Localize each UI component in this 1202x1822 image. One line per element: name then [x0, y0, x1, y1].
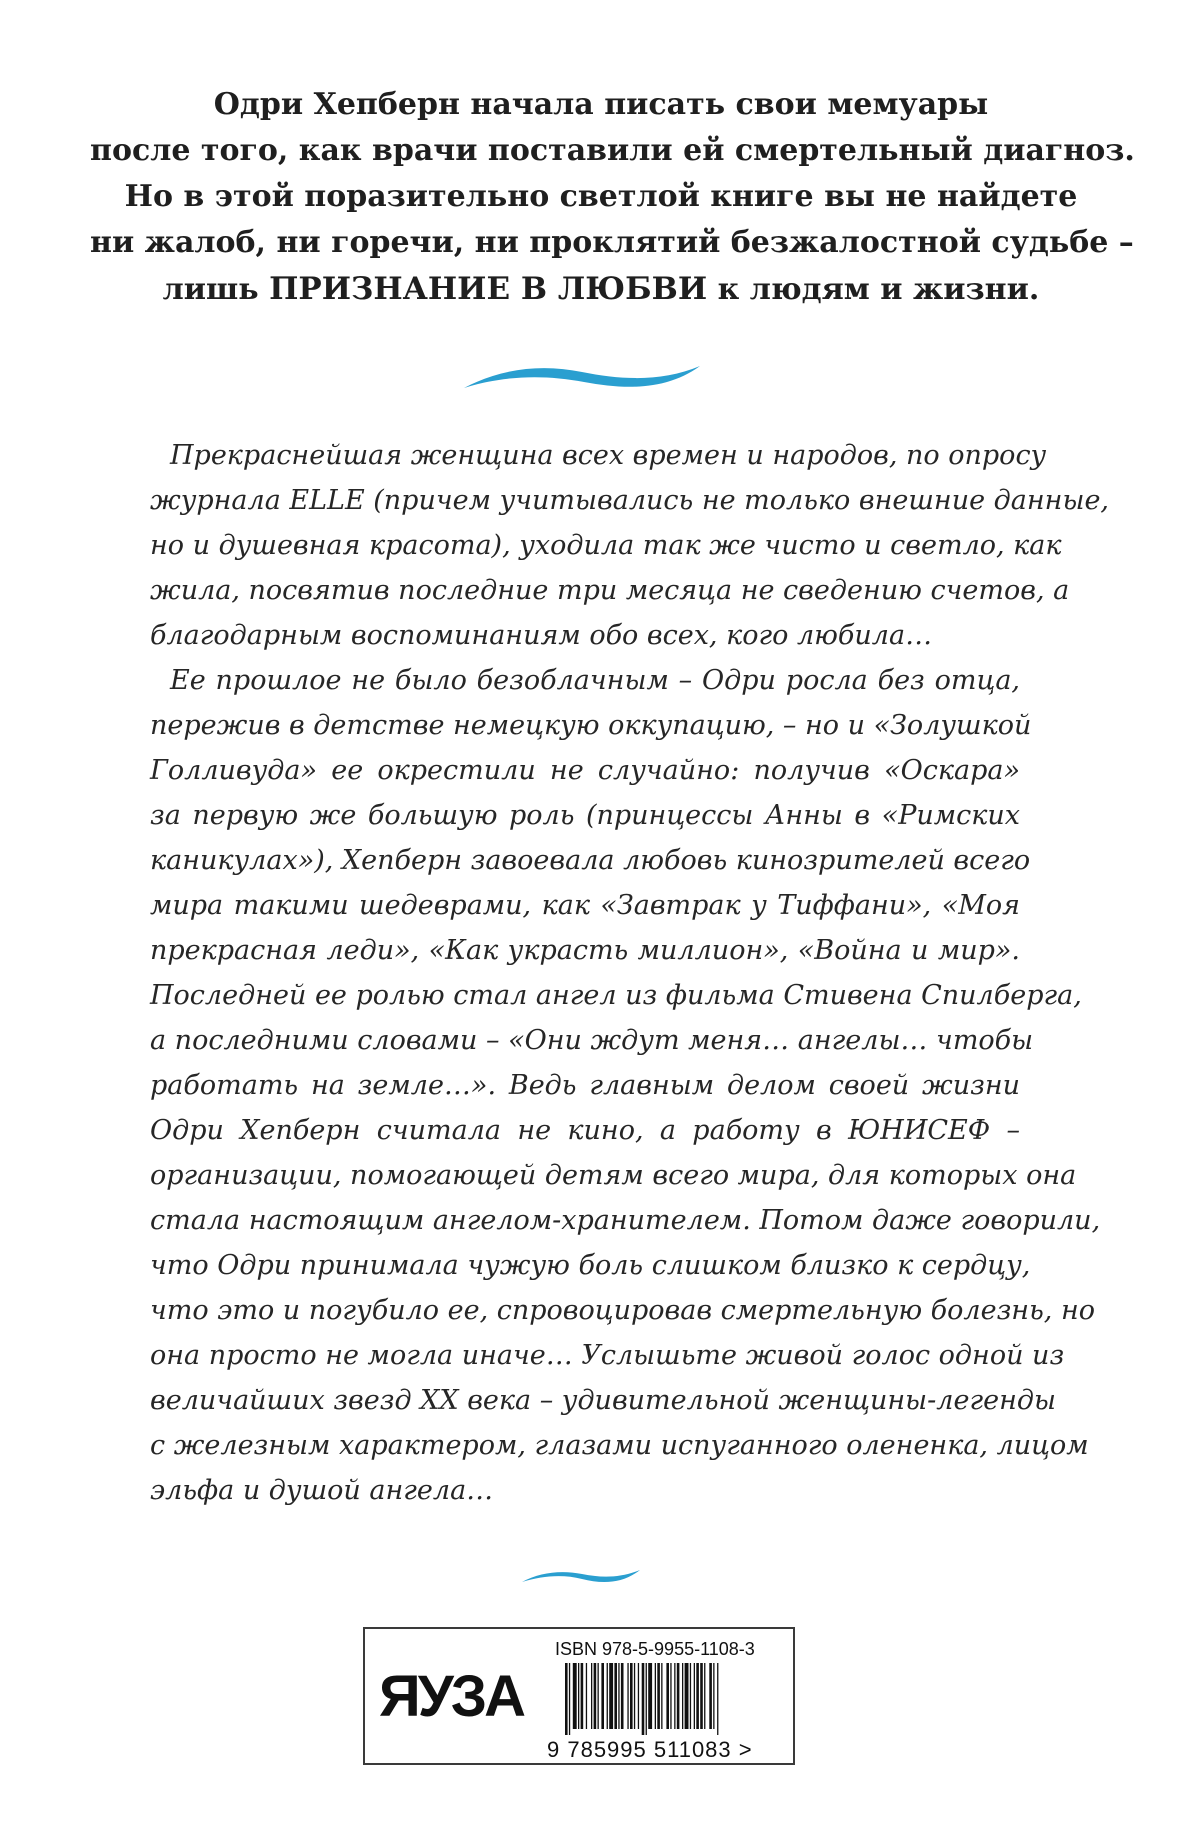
body-line: а последними словами – «Они ждут меня… ангелы… чтобы — [150, 1025, 1034, 1056]
intro-line: ни жалоб, ни горечи, ни проклятий безжалостной судьбе – — [90, 225, 1134, 260]
barcode-bar — [594, 1663, 597, 1729]
body-line: прекрасная леди», «Как украсть миллион», «Война и мир». — [150, 935, 1020, 966]
barcode-bar — [646, 1663, 647, 1735]
barcode-bar — [581, 1663, 584, 1729]
barcode-bar — [682, 1663, 683, 1729]
barcode-bar — [713, 1663, 714, 1729]
wave-shape — [522, 1570, 640, 1582]
body-line: мира такими шедеврами, как «Завтрак у Тиффани», «Моя — [150, 890, 1020, 921]
intro-line: Но в этой поразительно светлой книге вы не найдете — [124, 179, 1078, 214]
barcode-bar — [655, 1663, 656, 1729]
barcode-bar — [700, 1663, 703, 1729]
barcode-bar — [601, 1663, 604, 1729]
barcode-bar — [709, 1663, 712, 1729]
body-line: благодарным воспоминаниям обо всех, кого любила… — [150, 620, 933, 651]
barcode-bar — [690, 1663, 691, 1729]
body-line: что это и погубило ее, спровоцировав смертельную болезнь, но — [150, 1295, 1095, 1326]
body-line: она просто не могла иначе… Услышьте живой голос одной из — [150, 1340, 1065, 1371]
barcode-bar — [648, 1663, 652, 1729]
wave-shape — [464, 366, 700, 388]
barcode-bar — [642, 1663, 645, 1735]
intro-block — [90, 82, 1135, 313]
barcode-bar — [694, 1663, 695, 1729]
publisher-logo: ЯУЗА — [379, 1664, 523, 1729]
body-line: стала настоящим ангелом-хранителем. Потом даже говорили, — [150, 1205, 1101, 1236]
body-line: эльфа и душой ангела… — [150, 1475, 494, 1506]
barcode-bar — [573, 1663, 577, 1729]
ean-digits: 9 785995 511083 > — [547, 1737, 753, 1762]
barcode-bar — [661, 1663, 662, 1729]
body-line: с железным характером, глазами испуганного олененка, лицом — [150, 1430, 1089, 1461]
barcode-bar — [634, 1663, 635, 1729]
body-line: что Одри принимала чужую боль слишком близко к сердцу, — [150, 1250, 1031, 1281]
barcode-bar — [630, 1663, 633, 1729]
barcode-bar — [666, 1663, 669, 1729]
barcode-bar — [609, 1663, 613, 1729]
barcode-bar — [704, 1663, 705, 1729]
barcode-box — [363, 1627, 795, 1765]
body-line: каникулах»), Хепберн завоевала любовь кинозрителей всего — [150, 845, 1031, 876]
body-line: величайших звезд XX века – удивительной женщины-легенды — [150, 1385, 1056, 1416]
barcode-bar — [586, 1663, 587, 1729]
body-line: Голливуда» ее окрестили не случайно: получив «Оскара» — [150, 755, 1020, 786]
barcode-bar — [614, 1663, 617, 1729]
barcode-bar — [674, 1663, 675, 1729]
barcode-bar — [598, 1663, 599, 1729]
barcode-bar — [591, 1663, 592, 1729]
body-line: жила, посвятив последние три месяца не сведению счетов, а — [150, 575, 1070, 606]
body-line: пережив в детстве немецкую оккупацию, – но и «Золушкой — [150, 710, 1032, 741]
intro-line: после того, как врачи поставили ей смертельный диагноз. — [90, 133, 1135, 168]
barcode-bar — [677, 1663, 680, 1729]
body-line: работать на земле…». Ведь главным делом своей жизни — [150, 1070, 1020, 1101]
barcode-bar — [621, 1663, 624, 1729]
barcode-bar — [638, 1663, 639, 1729]
barcode-bar — [578, 1663, 579, 1729]
body-line: но и душевная красота), уходила так же чисто и светло, как — [150, 530, 1062, 561]
barcode-icon — [565, 1663, 777, 1735]
isbn-text: ISBN 978-5-9955-1108-3 — [555, 1639, 755, 1659]
intro-last-prefix: лишь — [162, 272, 270, 307]
body-line: Последней ее ролью стал ангел из фильма Стивена Спилберга, — [150, 980, 1082, 1011]
intro-last-suffix: к людям и жизни. — [707, 272, 1040, 307]
barcode-bar — [657, 1663, 660, 1729]
barcode-bar — [696, 1663, 699, 1729]
body-line: организации, помогающей детям всего мира, для которых она — [150, 1160, 1077, 1191]
barcode-bar — [569, 1663, 570, 1735]
body-line: Одри Хепберн считала не кино, а работу в ЮНИСЕФ – — [150, 1115, 1020, 1146]
intro-line: Одри Хепберн начала писать свои мемуары — [213, 87, 989, 122]
body-line: Прекраснейшая женщина всех времен и народов, по опросу — [170, 440, 1047, 471]
barcode-bar — [685, 1663, 689, 1729]
barcode-bar — [717, 1663, 718, 1735]
barcode-bar — [670, 1663, 671, 1729]
barcode-bar — [607, 1663, 608, 1729]
body-line: за первую же большую роль (принцессы Анны в «Римских — [150, 800, 1020, 831]
body-line: Ее прошлое не было безоблачным – Одри росла без отца, — [170, 665, 1020, 696]
intro-emphasis: ПРИЗНАНИЕ В ЛЮБВИ — [269, 271, 708, 307]
body-line: журнала ELLE (причем учитывались не только внешние данные, — [150, 485, 1110, 516]
intro-line-last — [90, 266, 1112, 313]
barcode-bar — [618, 1663, 619, 1729]
wave-divider-top — [462, 360, 702, 400]
barcode-bar — [565, 1663, 568, 1735]
body-text — [150, 433, 1110, 1513]
barcode-bar — [627, 1663, 628, 1729]
wave-divider-bottom — [520, 1566, 642, 1588]
